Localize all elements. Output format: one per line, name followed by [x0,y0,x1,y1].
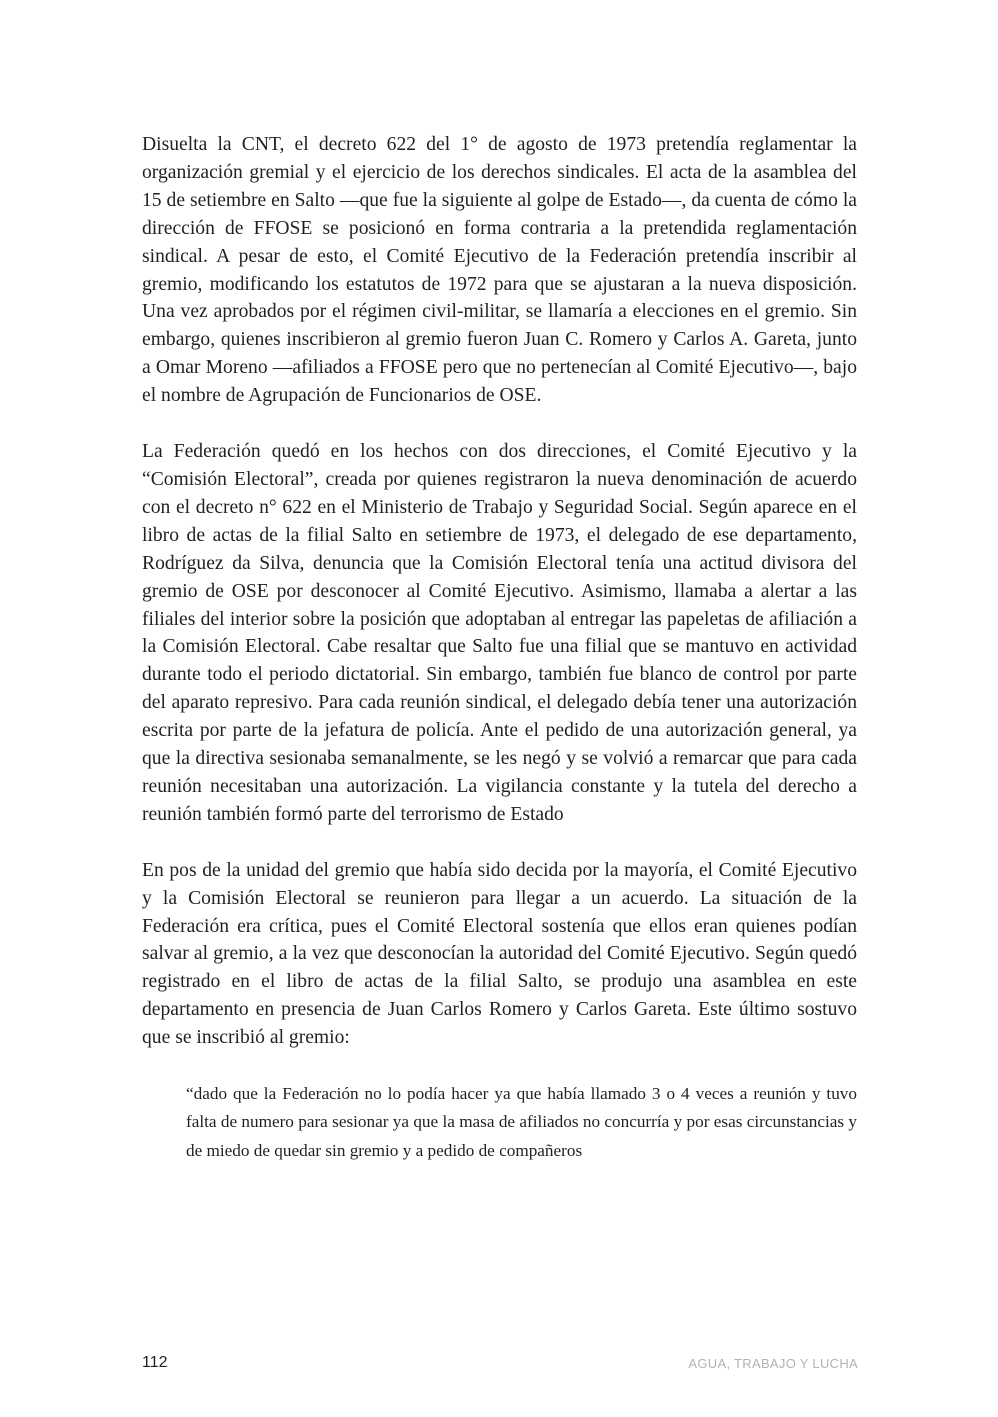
body-text [142,131,857,1165]
paragraph-1: Disuelta la CNT, el decreto 622 del 1° de agosto de 1973 pretendía reglamentar la organización gremial y el ejercicio de los derechos sindicales. El acta de la asamblea del 15 de setiembre en Salto —que fue la siguiente al golpe de Estado—, da cuenta de cómo la dirección de FFOSE se posicionó en forma contraria a la pretendida reglamentación sindical. A pesar de esto, el Comité Ejecutivo de la Federación pretendía inscribir al gremio, modificando los estatutos de 1972 para que se ajustaran a la nueva disposición. Una vez aprobados por el régimen civil-militar, se llamaría a elecciones en el gremio. Sin embargo, quienes inscribieron al gremio fueron Juan C. Romero y Carlos A. Gareta, junto a Omar Moreno —afiliados a FFOSE pero que no pertenecían al Comité Ejecutivo—, bajo el nombre de Agrupación de Funcionarios de OSE. [142,134,857,407]
page-number: 112 [142,1354,168,1371]
block-quote: “dado que la Federación no lo podía hacer ya que había llamado 3 o 4 veces a reunión y tuvo falta de numero para sesionar ya que la masa de afiliados no concurría y por esas circunstancias y de miedo de quedar sin gremio y a pedido de compañeros [186,1084,857,1160]
paragraph-3: En pos de la unidad del gremio que había sido decida por la mayoría, el Comité Ejecutivo y la Comisión Electoral se reunieron para llegar a un acuerdo. La situación de la Federación era crítica, pues el Comité Electoral sostenía que ellos eran quienes podían salvar al gremio, a la vez que desconocían la autoridad del Comité Ejecutivo. Según quedó registrado en el libro de actas de la filial Salto, se produjo una asamblea en este departamento en presencia de Juan Carlos Romero y Carlos Gareta. Este último sostuvo que se inscribió al gremio: [142,859,857,1049]
paragraph-2: La Federación quedó en los hechos con dos direcciones, el Comité Ejecutivo y la “Comisión Electoral”, creada por quienes registraron la nueva denominación de acuerdo con el decreto n° 622 en el Ministerio de Trabajo y Seguridad Social. Según aparece en el libro de actas de la filial Salto en setiembre de 1973, el delegado de ese departamento, Rodríguez da Silva, denuncia que la Comisión Electoral tenía una actitud divisora del gremio de OSE por desconocer al Comité Ejecutivo. Asimismo, llamaba a alertar a las filiales del interior sobre la posición que adoptaban al entregar las papeletas de afiliación a la Comisión Electoral. Cabe resaltar que Salto fue una filial que se mantuvo en actividad durante todo el periodo dictatorial. Sin embargo, también fue blanco de control por parte del aparato represivo. Para cada reunión sindical, el delegado debía tener una autorización escrita por parte de la jefatura de policía. Ante el pedido de una autorización general, ya que la directiva sesionaba semanalmente, se les negó y se volvió a remarcar que para cada reunión necesitaban una autorización. La vigilancia constante y la tutela del derecho a reunión también formó parte del terrorismo de Estado [142,441,857,825]
running-title: AGUA, TRABAJO Y LUCHA [688,1356,858,1371]
